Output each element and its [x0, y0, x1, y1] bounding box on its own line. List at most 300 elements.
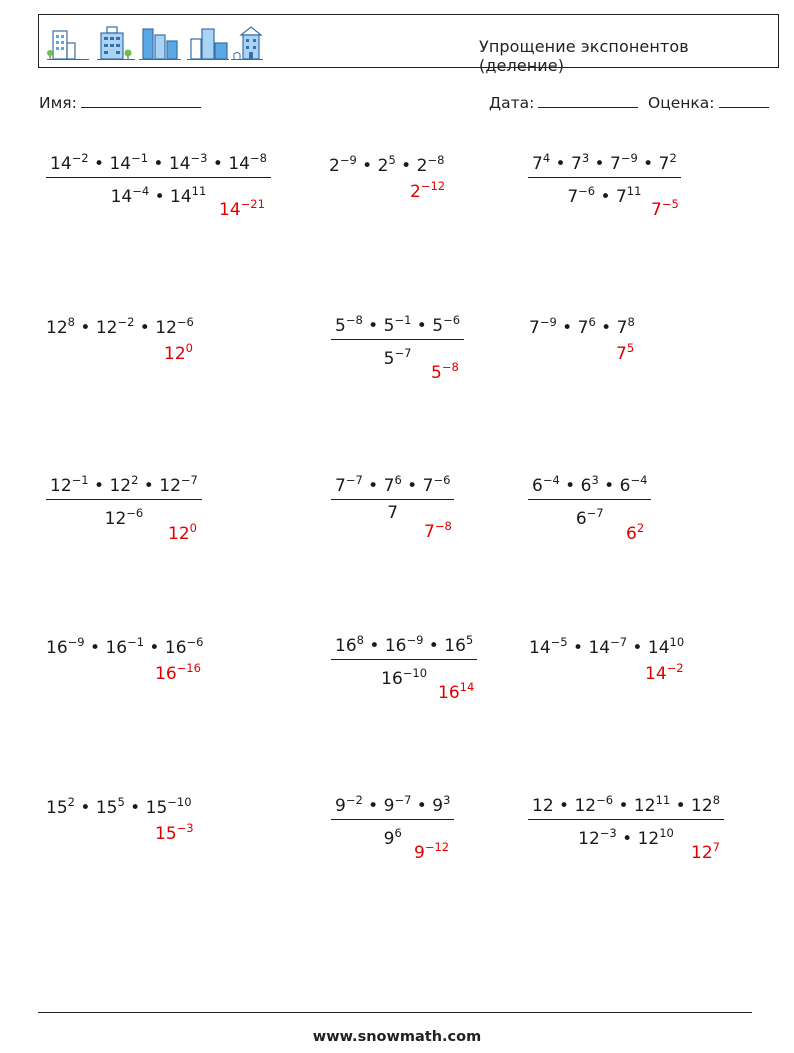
exponent: −2 [117, 315, 135, 329]
multiply-dot: • [556, 318, 578, 338]
base: 14 [588, 638, 611, 658]
answer-term [164, 341, 193, 364]
product [529, 315, 635, 338]
answer [219, 197, 265, 220]
denominator-product [383, 346, 412, 369]
exponent: −12 [424, 840, 450, 854]
exponent: 8 [67, 315, 75, 329]
denominator-product-term [575, 506, 604, 529]
footer-divider [38, 1012, 752, 1013]
base: 6 [626, 524, 637, 544]
base: 12 [633, 796, 656, 816]
exponent: −2 [666, 661, 684, 675]
answer-term [651, 197, 679, 220]
exponent: 7 [712, 840, 720, 854]
base: 16 [381, 669, 403, 689]
multiply-dot: • [411, 316, 433, 336]
base: 16 [46, 638, 68, 658]
numerator-product [50, 151, 267, 174]
glass-tower-icon [139, 29, 181, 60]
numerator [46, 148, 271, 177]
base: 15 [145, 798, 168, 818]
numerator-product-term [432, 313, 461, 336]
base: 7 [529, 318, 540, 338]
numerator-product-term [532, 151, 551, 174]
problem [46, 312, 194, 338]
multiply-dot: • [88, 476, 110, 496]
exponent: 10 [669, 635, 685, 649]
denominator-product-term [383, 346, 412, 369]
exponent: −7 [610, 635, 628, 649]
base: 12 [50, 476, 72, 496]
multiply-dot: • [595, 187, 616, 207]
base: 14 [109, 154, 132, 174]
page-title: Упрощение экспонентов (деление) [479, 37, 689, 75]
answer [438, 680, 474, 703]
multiply-dot: • [553, 796, 575, 816]
base: 12 [574, 796, 597, 816]
problem [529, 632, 684, 658]
exponent: −3 [190, 151, 208, 165]
base: 14 [219, 200, 241, 220]
answer-term [168, 521, 197, 544]
exponent: 11 [191, 184, 207, 198]
base: 12 [578, 829, 600, 849]
grade-blank[interactable] [719, 94, 769, 108]
exponent: −7 [586, 506, 604, 520]
answer-term [645, 661, 684, 684]
exponent: −4 [542, 473, 560, 487]
product-term [588, 635, 628, 658]
exponent: 5 [465, 633, 474, 647]
numerator-product-term [335, 793, 363, 816]
exponent: −9 [406, 633, 424, 647]
numerator-product [50, 473, 198, 496]
base: 7 [616, 344, 627, 364]
product-term [164, 635, 204, 658]
base: 7 [532, 154, 543, 174]
multiply-dot: • [356, 156, 378, 176]
exponent: 2 [669, 151, 677, 165]
grade-field [648, 94, 769, 112]
answer-term [626, 521, 645, 544]
answer [651, 197, 679, 220]
numerator [331, 630, 477, 659]
multiply-dot: • [74, 318, 96, 338]
numerator-product-term [532, 796, 554, 816]
base: 14 [110, 187, 133, 207]
multiply-dot: • [598, 476, 620, 496]
answer [424, 519, 452, 542]
exponent: 5 [117, 795, 125, 809]
exponent: −6 [578, 184, 596, 198]
base: 14 [529, 638, 551, 658]
numerator-product-term [633, 793, 671, 816]
numerator-product-term [532, 473, 560, 496]
answer-term [219, 197, 265, 220]
multiply-dot: • [411, 796, 433, 816]
multiply-dot: • [124, 798, 146, 818]
base: 5 [383, 316, 395, 336]
apartment-building-icon [97, 27, 135, 60]
base: 16 [444, 636, 466, 656]
answer-term [691, 840, 720, 863]
base: 2 [329, 156, 340, 176]
exponent: −5 [661, 197, 679, 211]
exponent: 4 [542, 151, 551, 165]
multiply-dot: • [423, 636, 445, 656]
base: 14 [168, 154, 191, 174]
exponent: −6 [126, 506, 144, 520]
multiply-dot: • [88, 154, 110, 174]
problem [329, 150, 444, 176]
answer [616, 341, 634, 364]
exponent: −8 [249, 151, 267, 165]
base: 5 [432, 316, 444, 336]
answer [645, 661, 684, 684]
multiply-dot: • [613, 796, 634, 816]
exponent: −1 [71, 473, 89, 487]
name-label: Имя: [39, 94, 77, 112]
multiply-dot: • [363, 636, 385, 656]
base: 7 [610, 154, 621, 174]
denominator-product-term [567, 184, 596, 207]
base: 14 [50, 154, 72, 174]
multiply-dot: • [84, 638, 106, 658]
answer-term [431, 360, 459, 383]
denominator-product [578, 826, 674, 849]
denominator-product [110, 184, 207, 207]
numerator-product-term [384, 633, 424, 656]
answer-term [410, 179, 446, 202]
numerator-product [335, 313, 461, 336]
product-term [529, 315, 557, 338]
numerator [528, 790, 724, 819]
denominator-product [381, 666, 428, 689]
multiply-dot: • [637, 154, 659, 174]
product-term [46, 635, 85, 658]
product [46, 795, 192, 818]
product-term [529, 635, 568, 658]
expression [329, 150, 444, 176]
exponent: −12 [420, 179, 446, 193]
numerator-product-term [574, 793, 614, 816]
denominator-product-term [637, 826, 674, 849]
multiply-dot: • [149, 187, 171, 207]
numerator-product [335, 473, 451, 496]
denominator-product-term [110, 184, 150, 207]
numerator-product-term [159, 473, 198, 496]
exponent: −16 [176, 661, 201, 675]
base: 14 [170, 187, 192, 207]
base: 7 [651, 200, 662, 220]
base: 6 [580, 476, 592, 496]
exponent: −4 [630, 473, 648, 487]
answer [164, 341, 193, 364]
exponent: −10 [402, 666, 428, 680]
base: 2 [377, 156, 389, 176]
base: 12 [109, 476, 132, 496]
base: 7 [577, 318, 589, 338]
exponent: 6 [394, 826, 402, 840]
base: 6 [619, 476, 631, 496]
exponent: 8 [356, 633, 364, 647]
exponent: −9 [620, 151, 638, 165]
base: 16 [438, 683, 460, 703]
multiply-dot: • [362, 796, 384, 816]
exponent: 6 [394, 473, 402, 487]
exponent: 5 [626, 341, 635, 355]
answer-term [438, 680, 475, 703]
multiply-dot: • [134, 318, 156, 338]
base: 14 [647, 638, 670, 658]
denominator-product [104, 506, 144, 529]
denominator-product-term [615, 184, 642, 207]
base: 5 [335, 316, 346, 336]
multiply-dot: • [362, 316, 384, 336]
exponent: −10 [167, 795, 192, 809]
exponent: 8 [627, 315, 635, 329]
product-term [647, 635, 685, 658]
multiply-dot: • [144, 638, 165, 658]
answer-term [616, 341, 635, 364]
base: 12 [159, 476, 181, 496]
office-building-icon [47, 31, 89, 60]
exponent: −8 [434, 519, 452, 533]
product-term [46, 315, 75, 338]
exponent: 11 [655, 793, 671, 807]
numerator [528, 470, 651, 499]
exponent: −1 [394, 313, 412, 327]
numerator-product-term [50, 151, 89, 174]
answer-term [155, 661, 201, 684]
base: 16 [384, 636, 407, 656]
base: 9 [383, 829, 395, 849]
base: 16 [164, 638, 187, 658]
exponent: 5 [388, 153, 396, 167]
buildings-logo [45, 21, 265, 63]
exponent: −7 [180, 473, 198, 487]
denominator-product-term [104, 506, 144, 529]
exponent: 10 [659, 826, 674, 840]
exponent: 8 [712, 793, 721, 807]
denominator-product [567, 184, 642, 207]
product [46, 315, 194, 338]
product-term [95, 315, 135, 338]
numerator-product-term [691, 793, 721, 816]
base: 2 [416, 156, 428, 176]
exponent: −8 [345, 313, 363, 327]
denominator-product [575, 506, 604, 529]
multiply-dot: • [559, 476, 581, 496]
product-term [105, 635, 145, 658]
multiply-dot: • [207, 154, 229, 174]
multiply-dot: • [74, 798, 96, 818]
numerator-product-term [432, 793, 451, 816]
base: 6 [575, 509, 587, 529]
date-field [489, 94, 638, 112]
numerator-product-term [335, 473, 363, 496]
product-term [155, 315, 194, 338]
numerator-product-term [335, 313, 363, 336]
base: 16 [105, 638, 128, 658]
numerator [331, 790, 454, 819]
numerator-product-term [444, 633, 474, 656]
problem [46, 792, 192, 818]
city-skyline-icon [187, 29, 229, 60]
base: 7 [567, 187, 579, 207]
product-term [416, 153, 445, 176]
base: 7 [615, 187, 627, 207]
exponent: 3 [581, 151, 590, 165]
numerator-product [335, 633, 474, 656]
product [529, 635, 685, 658]
product-term [577, 315, 596, 338]
footer-url: www.snowmath.com [312, 1029, 482, 1045]
numerator-product-term [109, 151, 149, 174]
base: 7 [383, 476, 395, 496]
base: 12 [155, 318, 177, 338]
exponent: −3 [599, 826, 617, 840]
base: 12 [104, 509, 127, 529]
product-term [329, 153, 357, 176]
exponent: 2 [67, 795, 75, 809]
answer [155, 821, 194, 844]
multiply-dot: • [395, 156, 417, 176]
denominator-product-term [383, 826, 402, 849]
denominator-product-term [387, 503, 398, 523]
answer-term [424, 519, 452, 542]
multiply-dot: • [401, 476, 423, 496]
exponent: −1 [131, 151, 149, 165]
exponent: 0 [189, 521, 197, 535]
numerator-product-term [422, 473, 451, 496]
problem [331, 470, 454, 523]
numerator-product [532, 793, 721, 816]
answer-term [414, 840, 450, 863]
base: 2 [410, 182, 421, 202]
exponent: −9 [339, 153, 357, 167]
numerator-product-term [50, 473, 89, 496]
product-term [46, 795, 75, 818]
numerator [46, 470, 202, 499]
numerator [331, 470, 454, 499]
exponent: −3 [176, 821, 194, 835]
product [46, 635, 204, 658]
numerator-product [532, 151, 677, 174]
base: 12 [46, 318, 68, 338]
base: 7 [422, 476, 434, 496]
base: 12 [168, 524, 190, 544]
exponent: −2 [71, 151, 89, 165]
exponent: 14 [459, 680, 475, 694]
exponent: −6 [443, 313, 461, 327]
worksheet-header [38, 14, 779, 75]
base: 7 [387, 503, 399, 523]
grade-label: Оценка: [648, 94, 715, 112]
exponent: −6 [186, 635, 204, 649]
base: 12 [532, 796, 554, 816]
base: 15 [46, 798, 68, 818]
answer [431, 360, 459, 383]
answer [691, 840, 720, 863]
base: 7 [571, 154, 582, 174]
base: 12 [95, 318, 118, 338]
base: 6 [532, 476, 543, 496]
product [329, 153, 445, 176]
date-blank[interactable] [538, 94, 638, 108]
exponent: −7 [394, 346, 412, 360]
base: 9 [383, 796, 395, 816]
base: 12 [691, 796, 713, 816]
numerator-product [532, 473, 648, 496]
base: 7 [424, 522, 435, 542]
expression [46, 792, 192, 818]
problem [46, 632, 203, 658]
multiply-dot: • [138, 476, 160, 496]
answer-term [155, 821, 194, 844]
answer [155, 661, 201, 684]
product-term [145, 795, 192, 818]
multiply-dot: • [670, 796, 692, 816]
multiply-dot: • [595, 318, 617, 338]
date-label: Дата: [489, 94, 535, 112]
numerator-product-term [228, 151, 267, 174]
exponent: 3 [443, 793, 451, 807]
numerator-product-term [580, 473, 599, 496]
product-term [95, 795, 125, 818]
base: 7 [335, 476, 346, 496]
numerator-product-term [383, 313, 412, 336]
exponent: 2 [131, 473, 139, 487]
multiply-dot: • [362, 476, 384, 496]
exponent: −5 [550, 635, 568, 649]
denominator-product-term [170, 184, 207, 207]
exponent: −4 [132, 184, 150, 198]
base: 9 [432, 796, 444, 816]
answer [414, 840, 449, 863]
answer [626, 521, 644, 544]
exponent: −1 [127, 635, 145, 649]
numerator-product-term [383, 793, 412, 816]
exponent: −7 [345, 473, 363, 487]
residential-building-icon [231, 27, 263, 60]
denominator-product [383, 826, 402, 849]
exponent: −9 [539, 315, 557, 329]
numerator [528, 148, 681, 177]
base: 5 [431, 363, 442, 383]
name-blank[interactable] [81, 94, 201, 108]
numerator-product-term [335, 633, 364, 656]
base: 15 [155, 824, 177, 844]
numerator-product-term [571, 151, 590, 174]
answer [410, 179, 445, 202]
base: 9 [335, 796, 346, 816]
problem [529, 312, 635, 338]
numerator-product-term [168, 151, 208, 174]
multiply-dot: • [589, 154, 610, 174]
base: 12 [637, 829, 660, 849]
denominator-product-term [578, 826, 617, 849]
exponent: 3 [591, 473, 599, 487]
exponent: −6 [433, 473, 451, 487]
base: 14 [645, 664, 667, 684]
expression [331, 470, 454, 523]
numerator-product-term [383, 473, 402, 496]
exponent: −8 [427, 153, 445, 167]
fraction [331, 470, 454, 523]
multiply-dot: • [567, 638, 589, 658]
